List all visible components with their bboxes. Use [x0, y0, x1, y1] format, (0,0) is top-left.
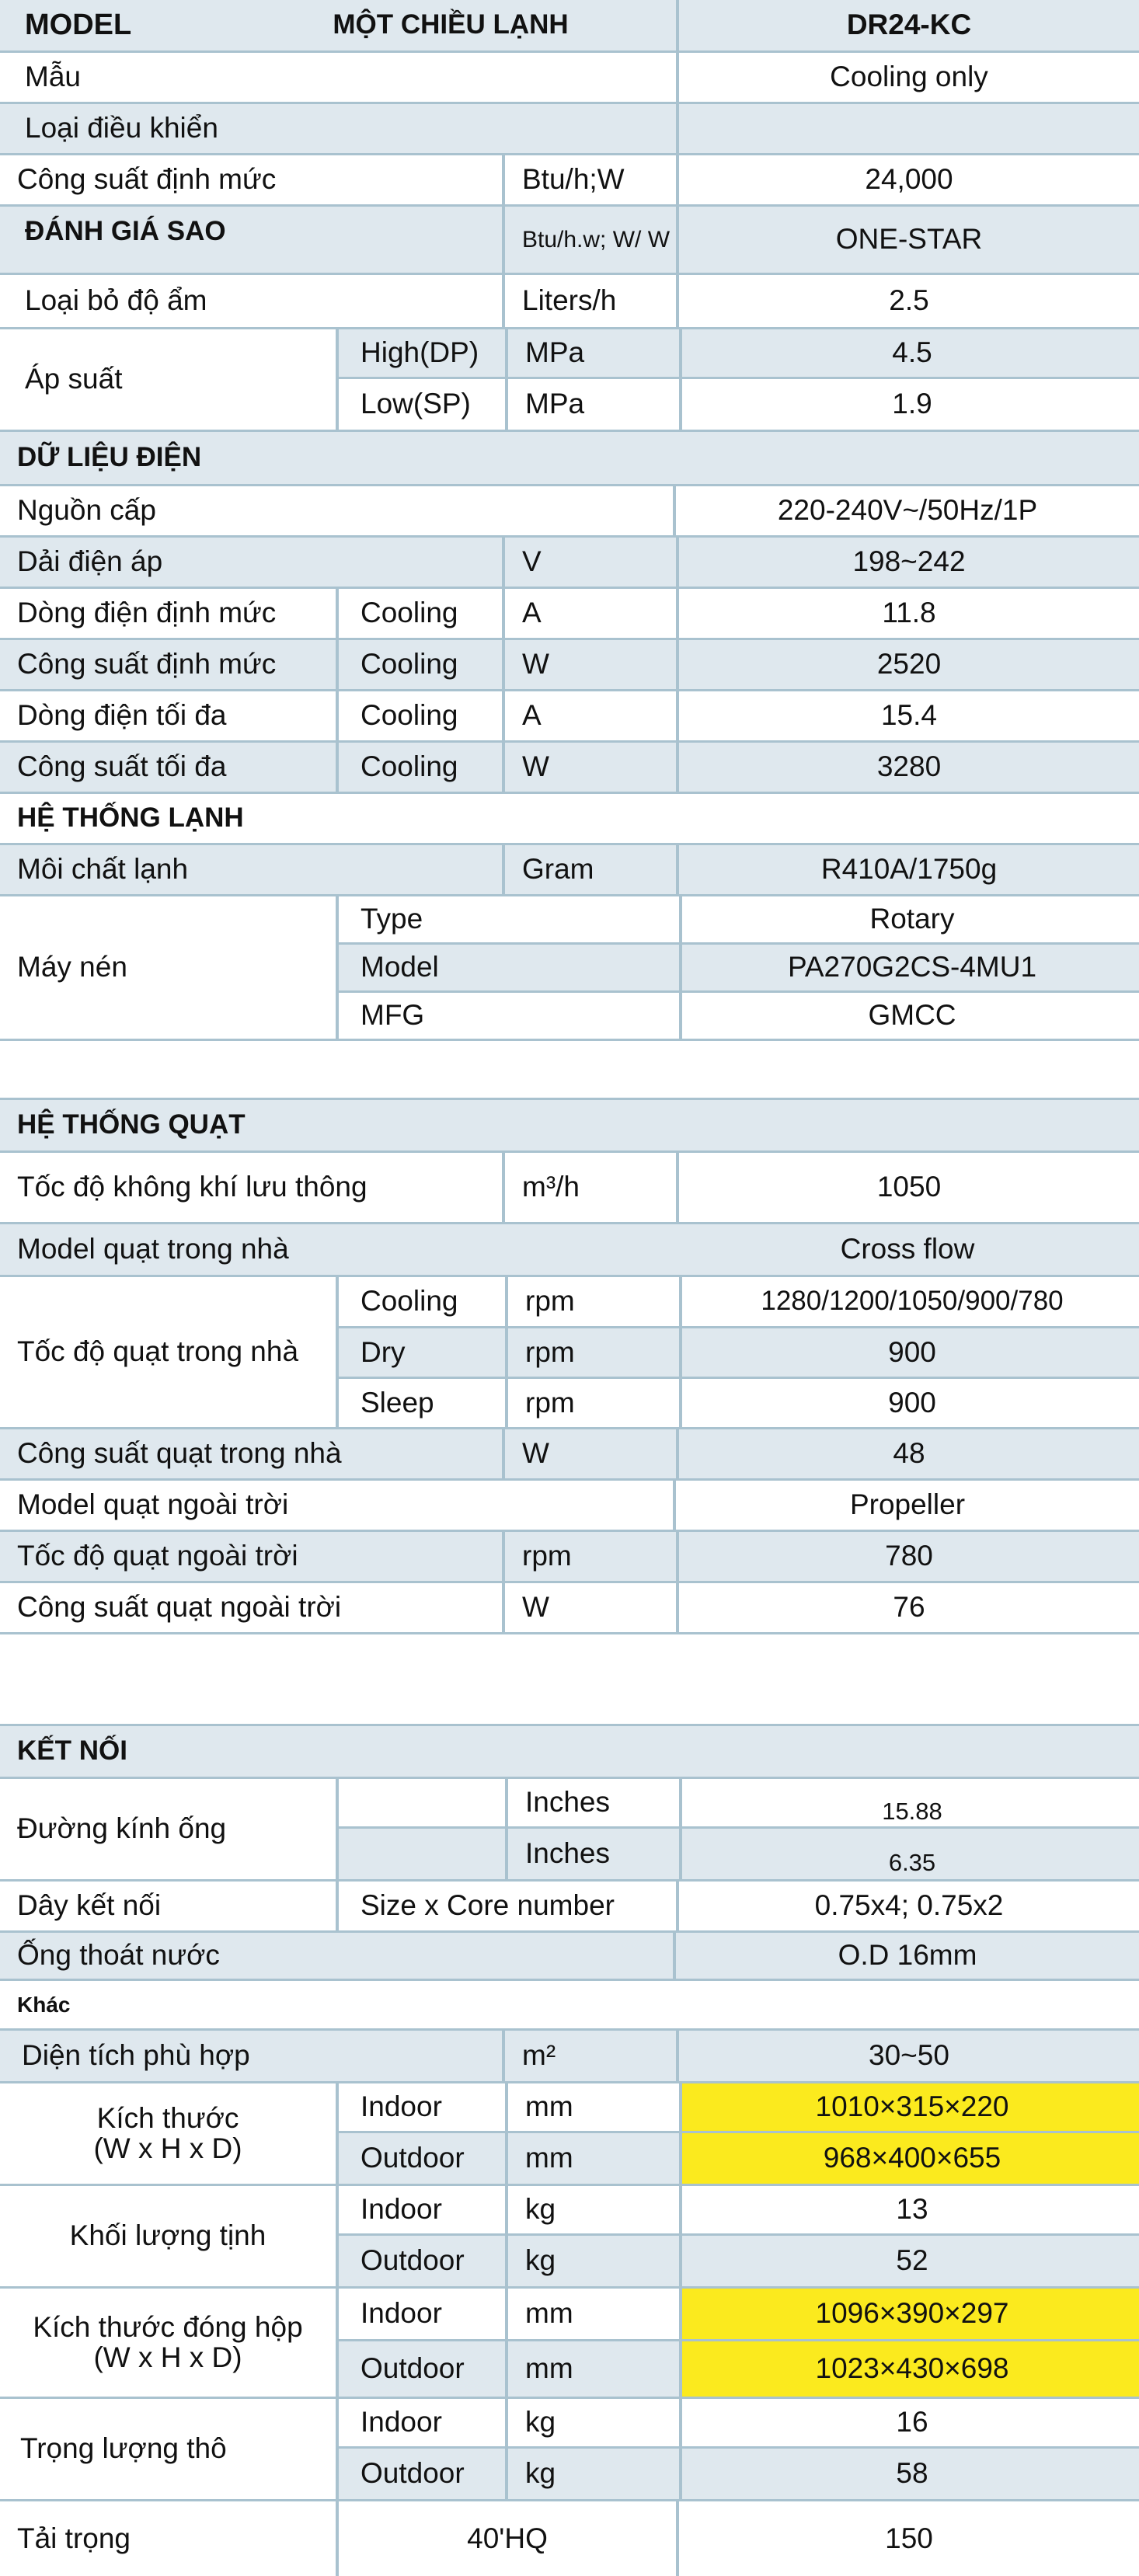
label-trong-luong-tho: Trọng lượng thô — [20, 2432, 227, 2465]
section-electric — [0, 432, 1139, 486]
row-cong-suat-quat-ngoai — [0, 1583, 1139, 1634]
unit-dien-tich: m² — [502, 2031, 676, 2081]
sub-may-nen-model: Model — [361, 951, 439, 983]
label-kich-thuoc — [0, 2083, 336, 2184]
value-dai-dien-ap: 198~242 — [676, 538, 1139, 587]
section-fan-title: HỆ THỐNG QUẠT — [17, 1109, 246, 1140]
value-may-nen-type: Rotary — [679, 896, 1139, 942]
row-loai-dieu-khien — [0, 104, 1139, 155]
value-toc-do-quat-ngoai: 780 — [676, 1532, 1139, 1581]
value-electric-0: 11.8 — [676, 589, 1139, 638]
section-refrigeration — [0, 794, 1139, 845]
value-may-nen-mfg: GMCC — [679, 993, 1139, 1039]
row-loai-bo-do-am — [0, 275, 1139, 329]
row-model-quat-ngoai — [0, 1481, 1139, 1532]
row-toc-do-quat-ngoai — [0, 1532, 1139, 1583]
label-dong-hop-1: Kích thước đóng hộp — [33, 2310, 303, 2343]
unit-kich-thuoc-indoor: mm — [505, 2083, 679, 2131]
unit-cong-suat-quat-ngoai: W — [502, 1583, 676, 1632]
mode-title: MỘT CHIỀU LẠNH — [333, 9, 569, 40]
unit-dai-dien-ap: V — [502, 538, 676, 587]
unit-ong-2: Inches — [505, 1829, 679, 1879]
unit-toc-do-quat-ngoai: rpm — [502, 1532, 676, 1581]
value-dong-hop-indoor: 1096×390×297 — [679, 2289, 1139, 2339]
row-kich-thuoc-dong-hop — [0, 2289, 1139, 2399]
value-day-ket-noi: 0.75x4; 0.75x2 — [676, 1882, 1139, 1930]
row-trong-luong-tho — [0, 2399, 1139, 2501]
sub-trong-luong-outdoor: Outdoor — [361, 2457, 465, 2490]
value-model-quat-trong: Cross flow — [840, 1233, 975, 1265]
label-toc-do-khong-khi: Tốc độ không khí lưu thông — [17, 1171, 367, 1203]
unit-electric-3: W — [502, 743, 676, 792]
value-quat-dry: 900 — [679, 1328, 1139, 1377]
row-toc-do-khong-khi — [0, 1153, 1139, 1224]
value-danh-gia-sao: ONE-STAR — [676, 207, 1139, 273]
sub-electric-1: Cooling — [336, 640, 502, 689]
value-ong-1: 15.88 — [679, 1779, 1139, 1826]
unit-khoi-luong-indoor: kg — [505, 2186, 679, 2233]
value-toc-do-khong-khi: 1050 — [676, 1153, 1139, 1222]
sub-quat-sleep: Sleep — [361, 1386, 434, 1419]
section-connection — [0, 1726, 1139, 1779]
label-cong-suat: Công suất định mức — [17, 163, 277, 196]
row-day-ket-noi — [0, 1882, 1139, 1933]
unit-toc-do-khong-khi: m³/h — [502, 1153, 676, 1222]
sub-khoi-luong-indoor: Indoor — [361, 2193, 442, 2226]
row-duong-kinh-ong — [0, 1779, 1139, 1882]
unit-ap-suat-high: MPa — [505, 329, 679, 377]
value-nguon-cap: 220-240V~/50Hz/1P — [673, 486, 1139, 535]
header-row — [0, 0, 1139, 53]
label-kich-thuoc-2: (W x H x D) — [93, 2132, 242, 2164]
row-toc-do-quat-trong — [0, 1277, 1139, 1429]
row-dai-dien-ap — [0, 538, 1139, 589]
value-cong-suat: 24,000 — [676, 155, 1139, 204]
section-refrigeration-title: HỆ THỐNG LẠNH — [17, 802, 244, 834]
value-khoi-luong-indoor: 13 — [679, 2186, 1139, 2233]
label-electric-1: Công suất định mức — [17, 648, 277, 681]
label-cong-suat-quat-ngoai: Công suất quạt ngoài trời — [17, 1591, 342, 1624]
row-nguon-cap — [0, 486, 1139, 538]
label-nguon-cap: Nguồn cấp — [17, 494, 156, 527]
sub-electric-2: Cooling — [336, 691, 502, 740]
label-danh-gia-sao: ĐÁNH GIÁ SAO — [25, 216, 226, 246]
unit-cong-suat: Btu/h;W — [502, 155, 676, 204]
value-loai-dieu-khien — [676, 104, 1139, 153]
value-ong-2: 6.35 — [679, 1829, 1139, 1879]
value-ap-suat-low: 1.9 — [679, 379, 1139, 430]
sub-quat-dry: Dry — [361, 1335, 406, 1368]
section-electric-title: DỮ LIỆU ĐIỆN — [17, 442, 202, 473]
section-connection-title: KẾT NỐI — [17, 1735, 127, 1767]
sub-kich-thuoc-outdoor: Outdoor — [361, 2142, 465, 2174]
value-kich-thuoc-indoor: 1010×315×220 — [679, 2083, 1139, 2131]
label-electric-2: Dòng điện tối đa — [17, 699, 227, 732]
value-electric-3: 3280 — [676, 743, 1139, 792]
section-fan — [0, 1100, 1139, 1153]
row-model-quat-trong — [0, 1224, 1139, 1277]
value-may-nen-model: PA270G2CS-4MU1 — [679, 945, 1139, 990]
value-electric-2: 15.4 — [676, 691, 1139, 740]
sub-may-nen-mfg: MFG — [361, 999, 425, 1032]
label-may-nen: Máy nén — [17, 951, 127, 983]
unit-cong-suat-quat-trong: W — [502, 1429, 676, 1478]
value-trong-luong-indoor: 16 — [679, 2399, 1139, 2446]
unit-dong-hop-indoor: mm — [505, 2289, 679, 2339]
value-ong-thoat-nuoc: O.D 16mm — [673, 1933, 1139, 1979]
row-may-nen — [0, 896, 1139, 1041]
label-electric-3: Công suất tối đa — [17, 750, 227, 783]
row-mau — [0, 53, 1139, 104]
section-other — [0, 1981, 1139, 2031]
label-dai-dien-ap: Dải điện áp — [17, 545, 163, 578]
unit-dong-hop-outdoor: mm — [505, 2341, 679, 2397]
unit-khoi-luong-outdoor: kg — [505, 2236, 679, 2286]
row-danh-gia-sao — [0, 207, 1139, 275]
unit-electric-2: A — [502, 691, 676, 740]
unit-trong-luong-outdoor: kg — [505, 2449, 679, 2499]
value-khoi-luong-outdoor: 52 — [679, 2236, 1139, 2286]
row-cong-suat-toi-da — [0, 743, 1139, 794]
label-ong-thoat-nuoc: Ống thoát nước — [17, 1939, 220, 1972]
row-dong-dien-toi-da — [0, 691, 1139, 743]
value-quat-cooling: 1280/1200/1050/900/780 — [679, 1277, 1139, 1326]
label-cong-suat-quat-trong: Công suất quạt trong nhà — [17, 1437, 342, 1470]
unit-moi-chat: Gram — [502, 845, 676, 894]
sub-electric-0: Cooling — [336, 589, 502, 638]
row-ong-thoat-nuoc — [0, 1933, 1139, 1981]
value-tai-trong: 150 — [676, 2501, 1139, 2576]
sub-dong-hop-outdoor: Outdoor — [361, 2352, 465, 2385]
spacer-row-2 — [0, 1634, 1139, 1726]
model-label: MODEL — [25, 8, 132, 41]
unit-electric-0: A — [502, 589, 676, 638]
row-kich-thuoc — [0, 2083, 1139, 2186]
sub-tai-trong: 40'HQ — [336, 2501, 676, 2576]
label-duong-kinh-ong: Đường kính ống — [17, 1812, 227, 1845]
row-dong-dien-dinh-muc — [0, 589, 1139, 640]
value-mau: Cooling only — [676, 53, 1139, 102]
sub-day-ket-noi: Size x Core number — [336, 1882, 676, 1930]
label-day-ket-noi: Dây kết nối — [17, 1889, 162, 1922]
label-kich-thuoc-dong-hop — [0, 2289, 336, 2397]
unit-quat-dry: rpm — [505, 1328, 679, 1377]
value-dien-tich: 30~50 — [676, 2031, 1139, 2081]
label-dong-hop-2: (W x H x D) — [93, 2341, 242, 2373]
row-moi-chat-lanh — [0, 845, 1139, 896]
label-ap-suat: Áp suất — [25, 363, 123, 395]
row-cong-suat-dinh-muc-dien — [0, 640, 1139, 691]
row-ap-suat — [0, 329, 1139, 432]
model-code: DR24-KC — [676, 0, 1139, 50]
spacer-row-1 — [0, 1041, 1139, 1100]
label-mau: Mẫu — [25, 61, 81, 93]
sub-quat-cooling: Cooling — [361, 1285, 458, 1318]
sub-dong-hop-indoor: Indoor — [361, 2297, 442, 2330]
label-toc-do-quat-trong: Tốc độ quạt trong nhà — [17, 1335, 299, 1368]
row-cong-suat-quat-trong — [0, 1429, 1139, 1481]
row-cong-suat-dinh-muc — [0, 155, 1139, 207]
label-moi-chat: Môi chất lạnh — [17, 853, 189, 886]
value-ap-suat-high: 4.5 — [679, 329, 1139, 377]
unit-electric-1: W — [502, 640, 676, 689]
unit-trong-luong-indoor: kg — [505, 2399, 679, 2446]
sub-ap-suat-low: Low(SP) — [361, 388, 471, 420]
label-khoi-luong-tinh: Khối lượng tịnh — [69, 2219, 266, 2252]
sub-ap-suat-high: High(DP) — [361, 336, 479, 369]
value-dong-hop-outdoor: 1023×430×698 — [679, 2341, 1139, 2397]
sub-kich-thuoc-indoor: Indoor — [361, 2090, 442, 2123]
sub-trong-luong-indoor: Indoor — [361, 2406, 442, 2438]
sub-may-nen-type: Type — [361, 903, 423, 935]
sub-electric-3: Cooling — [336, 743, 502, 792]
value-quat-sleep: 900 — [679, 1379, 1139, 1427]
unit-loai-bo-do-am: Liters/h — [502, 275, 676, 327]
sub-khoi-luong-outdoor: Outdoor — [361, 2244, 465, 2277]
value-loai-bo-do-am: 2.5 — [676, 275, 1139, 327]
value-electric-1: 2520 — [676, 640, 1139, 689]
unit-quat-sleep: rpm — [505, 1379, 679, 1427]
label-toc-do-quat-ngoai: Tốc độ quạt ngoài trời — [17, 1540, 298, 1572]
label-tai-trong: Tải trọng — [17, 2522, 131, 2554]
row-tai-trong — [0, 2501, 1139, 2576]
section-other-title: Khác — [17, 1992, 71, 2017]
label-model-quat-trong: Model quạt trong nhà — [17, 1233, 289, 1265]
unit-ap-suat-low: MPa — [505, 379, 679, 430]
label-electric-0: Dòng điện định mức — [17, 597, 277, 629]
value-cong-suat-quat-trong: 48 — [676, 1429, 1139, 1478]
value-trong-luong-outdoor: 58 — [679, 2449, 1139, 2499]
label-loai-bo-do-am: Loại bỏ độ ẩm — [25, 284, 207, 317]
label-model-quat-ngoai: Model quạt ngoài trời — [17, 1488, 289, 1521]
row-khoi-luong-tinh — [0, 2186, 1139, 2289]
label-kich-thuoc-1: Kích thước — [96, 2101, 239, 2134]
unit-kich-thuoc-outdoor: mm — [505, 2133, 679, 2184]
value-kich-thuoc-outdoor: 968×400×655 — [679, 2133, 1139, 2184]
value-model-quat-ngoai: Propeller — [673, 1481, 1139, 1530]
unit-ong-1: Inches — [505, 1779, 679, 1826]
value-cong-suat-quat-ngoai: 76 — [676, 1583, 1139, 1632]
label-loai-dieu-khien: Loại điều khiển — [25, 112, 218, 144]
value-moi-chat: R410A/1750g — [676, 845, 1139, 894]
unit-quat-cooling: rpm — [505, 1277, 679, 1326]
unit-danh-gia-sao: Btu/h.w; W/ W — [502, 207, 676, 273]
row-dien-tich — [0, 2031, 1139, 2083]
label-dien-tich: Diện tích phù hợp — [22, 2039, 250, 2072]
